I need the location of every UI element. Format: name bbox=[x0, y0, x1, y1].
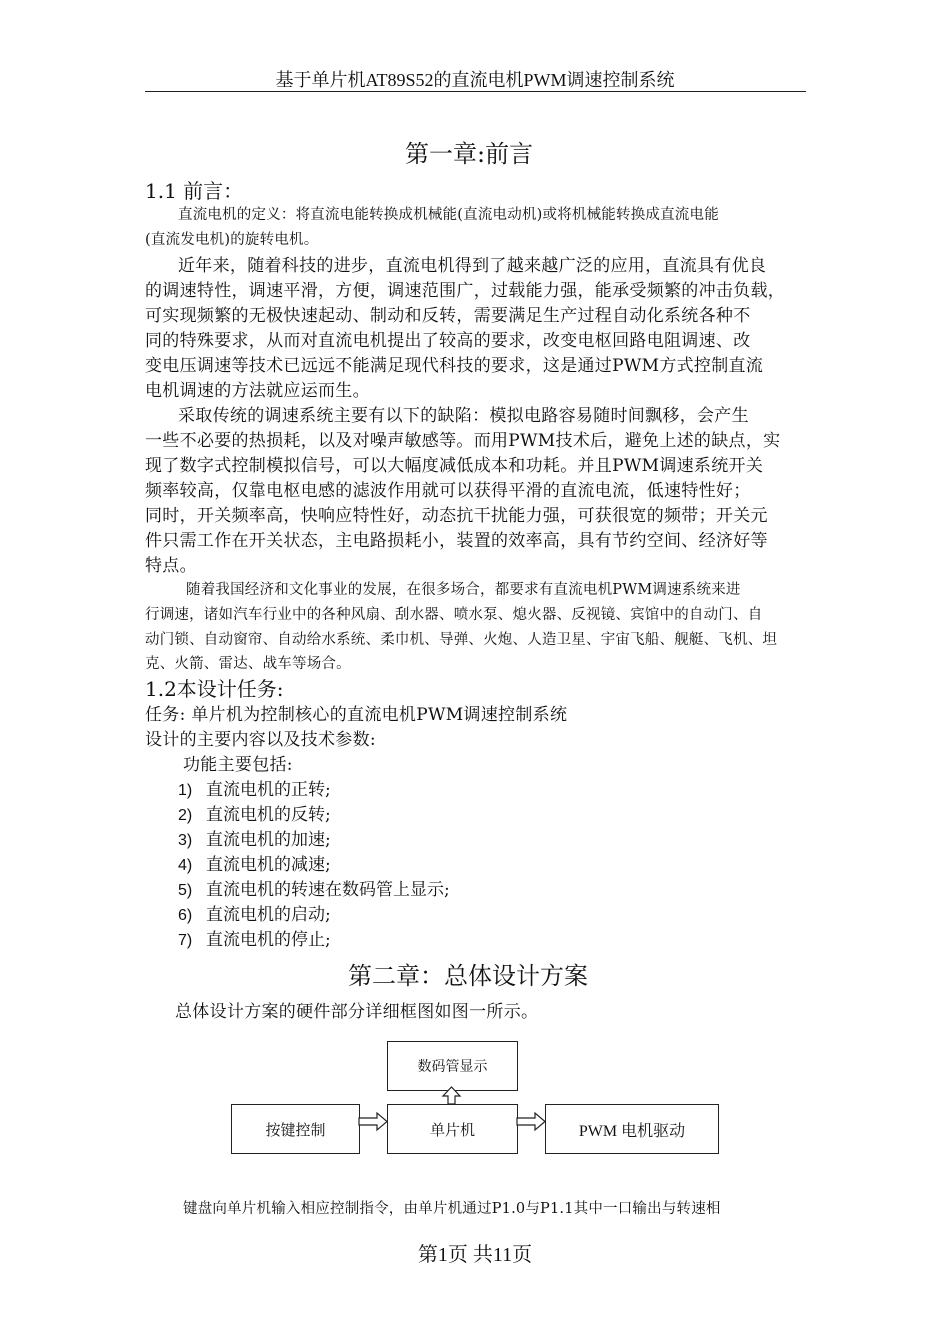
para1-line: 直流电机的定义：将直流电能转换成机械能(直流电动机)或将机械能转换成直流电能 bbox=[178, 207, 719, 223]
feature-text: 直流电机的减速; bbox=[206, 855, 331, 875]
driver-box-label: PWM 电机驱动 bbox=[578, 1122, 686, 1140]
feature-number: 5) bbox=[178, 882, 193, 899]
para1-line: (直流发电机)的旋转电机。 bbox=[145, 232, 319, 248]
chapter2-title: 第二章：总体设计方案 bbox=[348, 962, 588, 990]
para2-line: 电机调速的方法就应运而生。 bbox=[145, 381, 370, 401]
para3-line: 同时，开关频率高，快响应特性好，动态抗干扰能力强，可获很宽的频带；开关元 bbox=[145, 506, 768, 526]
feature-number: 7) bbox=[178, 932, 193, 949]
feature-text: 直流电机的加速; bbox=[206, 830, 331, 850]
arrow-mcu-to-display bbox=[443, 1087, 460, 1104]
chapter1-title: 第一章:前言 bbox=[405, 140, 534, 168]
para2-line: 近年来，随着科技的进步，直流电机得到了越来越广泛的应用，直流具有优良 bbox=[178, 256, 767, 276]
para3-line: 一些不必要的热损耗，以及对噪声敏感等。而用PWM技术后，避免上述的缺点，实 bbox=[145, 431, 781, 451]
feature-number: 4) bbox=[178, 857, 193, 874]
content-line: 设计的主要内容以及技术参数: bbox=[145, 730, 376, 750]
feature-text: 直流电机的正转; bbox=[206, 780, 331, 800]
page-number-footer: 第1页 共11页 bbox=[417, 1244, 533, 1266]
para2-line: 变电压调速等技术已远远不能满足现代科技的要求，这是通过PWM方式控制直流 bbox=[145, 356, 764, 376]
para3-line: 现了数字式控制模拟信号，可以大幅度减低成本和功耗。并且PWM调速系统开关 bbox=[145, 456, 764, 476]
task-line: 任务: 单片机为控制核心的直流电机PWM调速控制系统 bbox=[145, 705, 568, 725]
trailing-line: 键盘向单片机输入相应控制指令，由单片机通过P1.0与P1.1其中一口输出与转速相 bbox=[183, 1201, 721, 1217]
feature-text: 直流电机的启动; bbox=[206, 905, 331, 925]
para3-line: 件只需工作在开关状态，主电路损耗小，装置的效率高，具有节约空间、经济好等 bbox=[145, 531, 768, 551]
features-intro: 功能主要包括: bbox=[183, 755, 293, 775]
section1-title: 1.1 前言： bbox=[145, 179, 244, 203]
para4-line: 行调速，诸如汽车行业中的各种风扇、刮水器、喷水泵、熄火器、反视镜、宾馆中的自动门、自 bbox=[145, 607, 763, 623]
para3-line: 特点。 bbox=[145, 556, 197, 576]
para4-line: 动门锁、自动窗帘、自动给水系统、柔巾机、导弹、火炮、人造卫星、宇宙飞船、舰艇、飞机、坦 bbox=[145, 632, 778, 648]
para3-line: 频率较高，仅靠电枢电感的滤波作用就可以获得平滑的直流电流，低速特性好； bbox=[145, 481, 751, 501]
chapter2-intro: 总体设计方案的硬件部分详细框图如图一所示。 bbox=[175, 1002, 539, 1022]
para4-line: 随着我国经济和文化事业的发展，在很多场合，都要求有直流电机PWM调速系统来进 bbox=[186, 582, 741, 598]
mcu-box-label: 单片机 bbox=[429, 1120, 475, 1139]
feature-number: 2) bbox=[178, 807, 193, 824]
page-header-title: 基于单片机AT89S52的直流电机PWM调速控制系统 bbox=[275, 70, 675, 90]
feature-number: 1) bbox=[178, 782, 193, 799]
section2-title: 1.2本设计任务: bbox=[145, 677, 284, 701]
para4-line: 克、火箭、雷达、战车等场合。 bbox=[145, 656, 351, 672]
feature-text: 直流电机的停止; bbox=[206, 930, 331, 950]
arrow-keypad-to-mcu bbox=[359, 1113, 387, 1130]
para3-line: 采取传统的调速系统主要有以下的缺陷：模拟电路容易随时间飘移，会产生 bbox=[178, 406, 749, 426]
para2-line: 的调速特性，调速平滑，方便，调速范围广，过载能力强，能承受频繁的冲击负载， bbox=[145, 281, 786, 301]
feature-number: 6) bbox=[178, 907, 193, 924]
keypad-box-label: 按键控制 bbox=[265, 1120, 326, 1139]
display-box-label: 数码管显示 bbox=[417, 1059, 488, 1075]
para2-line: 同的特殊要求，从而对直流电机提出了较高的要求，改变电枢回路电阻调速、改 bbox=[145, 331, 751, 351]
feature-text: 直流电机的反转; bbox=[206, 805, 331, 825]
arrow-mcu-to-driver bbox=[517, 1113, 545, 1130]
feature-text: 直流电机的转速在数码管上显示; bbox=[206, 880, 450, 900]
feature-number: 3) bbox=[178, 832, 193, 849]
para2-line: 可实现频繁的无极快速起动、制动和反转，需要满足生产过程自动化系统各种不 bbox=[145, 306, 751, 326]
